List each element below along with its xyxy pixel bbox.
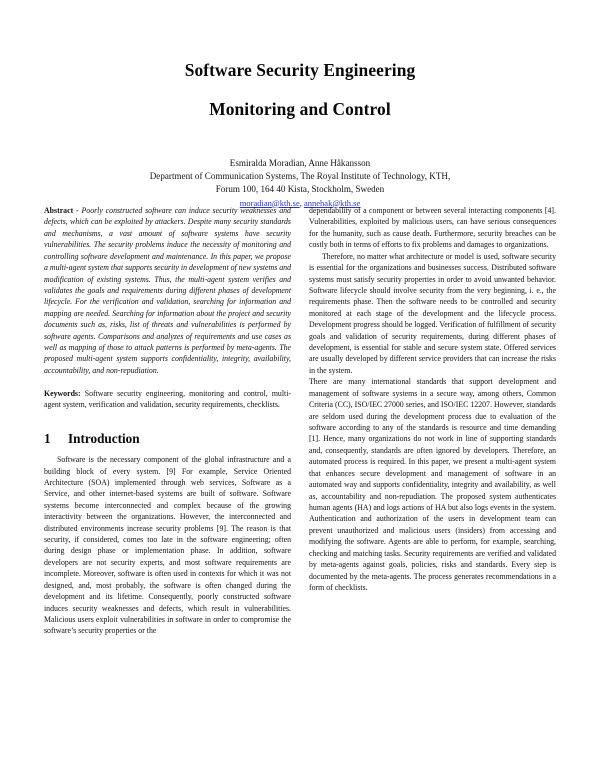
paragraph-intro-1: Software is the necessary component of the global infrastructure and a building block of every system. [9] For example, Service Oriented Architecture (SOA) implemented through web services, Software as a Service, and other internet-based systems are built of software. Software systems become interconnected and complex because of the growing interactivity between the organizations. However, the interconnected and distributed environments increase security problems [9]. The reason is that security, if considered, comes too late in the software engineering; often during design phase or implementation phase. In addition, software developers are not security experts, and most software requirements are incomplete. Moreover, software is often used in contexts for which it was not designed, and, most probably, the software is often changed during the development and its lifetime. Consequently, poorly constructed software induces security weaknesses and defects, which result in vulnerabilities. Malicious users exploit vulnerabilities in software in order to compromise the software’s security properties or the <box>44 455 291 636</box>
email-separator: , <box>299 197 305 208</box>
author-list: Esmiralda Moradian, Anne Håkansson <box>229 157 371 168</box>
section-number: 1 <box>44 430 51 446</box>
email-link-author-1[interactable]: moradian@kth.se <box>239 197 300 208</box>
abstract-dash: - <box>73 206 82 215</box>
column-right <box>309 205 556 637</box>
abstract-block <box>44 205 291 376</box>
paragraph-intro-2: Therefore, no matter what architecture or model is used, software security is essential for the organizations and businesses success. Distributed software systems must satisfy security properties in order to avoid unwanted behavior. Software lifecycle should involve security from the very beginning, i. e., the requirements phase. Then the software needs to be controlled and security monitored at each stage of the development and the lifecycle process. Development progress should be logged. Verification of fulfillment of security goals and validation of security requirements, during different phases of development, is essential for stable and secure system state. Offered services are usually developed by different service providers that can increase the risks in the system. <box>309 251 556 375</box>
keywords-block <box>44 388 291 411</box>
body-columns <box>0 205 600 637</box>
column-left <box>44 205 291 637</box>
email-link-author-2[interactable]: annehak@kth.se <box>304 197 361 208</box>
keywords-label: Keywords: <box>44 388 81 398</box>
paragraph-intro-1-continued: dependability of a component or between several interacting components [4]. Vulnerabilities, exploited by malicious users, can have serious consequences for the humanity, such as cause death. Furthermore, security breaches can be costly both in terms of efforts to fix problems and damages to organizations. <box>309 206 556 250</box>
paper-title-line-2: Monitoring and Control <box>209 99 391 120</box>
paper-title-line-1: Software Security Engineering <box>184 60 416 80</box>
affiliation-line-2: Forum 100, 164 40 Kista, Stockholm, Sweden <box>215 184 385 194</box>
affiliation-line-1: Department of Communication Systems, The Royal Institute of Technology, KTH, <box>149 170 451 181</box>
paper-header <box>0 0 600 209</box>
abstract-label: Abstract <box>44 206 74 215</box>
abstract-body: Poorly constructed software can induce security weaknesses and defects, which can be exploited by attackers. Despite many security standards and mechanisms, a vast amount of software systems have security vulnerabilities. The security problems induce the necessity of monitoring and controlling software development and maintenance. In this paper, we propose a multi-agent system that supports security in development of new systems and modification of existing systems. Thus, the multi-agent system verifies and validates the goals and requirements during different phases of development lifecycle. For the verification and validation, searching for information and mapping are needed. Searching for information about the project and security documents such as, risks, list of threats and vulnerabilities is performed by software agents. Comparisons and analyzes of requirements and use cases as well as mapping of those to attack patterns is performed by meta-agents. The proposed multi-agent system supports confidentiality, integrity, availability, accountability, and non-repudiation. <box>44 206 291 375</box>
section-title: Introduction <box>68 430 140 446</box>
paragraph-intro-3: There are many international standards that support development and management of software systems in a secure way, among others, Common Criteria (CC), ISO/IEC 27000 series, and ISO/IEC 12207. However, standards are seldom used during the development process due to evaluation of the software according to any of the standards is resource and time demanding [1]. Hence, many organizations do not work in line of supporting standards and, consequently, standards are often ignored by developers. Therefore, an automated process is required. In this paper, we present a multi-agent system that enhances secure development and management of software in an automated way and supports confidentiality, integrity and availability, as well as, accountability and non-repudiation. The proposed system authenticates human agents (HA) and logs actions of HA but also logs events in the system. Authentication and authorization of the users in development team can prevent unauthorized and malicious users (insiders) from accessing and modifying the software. Agents are able to perform, for example, searching, checking and matching tasks. Security requirements are verified and validated by meta-agents against goals, policies, risks and standards. Every step is documented by the meta-agents. The process generates recommendations in a form of checklists. <box>309 377 556 592</box>
section-heading-introduction <box>44 432 291 447</box>
keywords-body: Software security engineering, monitoring and control, multi-agent system, verification and validation, security requirements, checklists. <box>44 388 291 410</box>
